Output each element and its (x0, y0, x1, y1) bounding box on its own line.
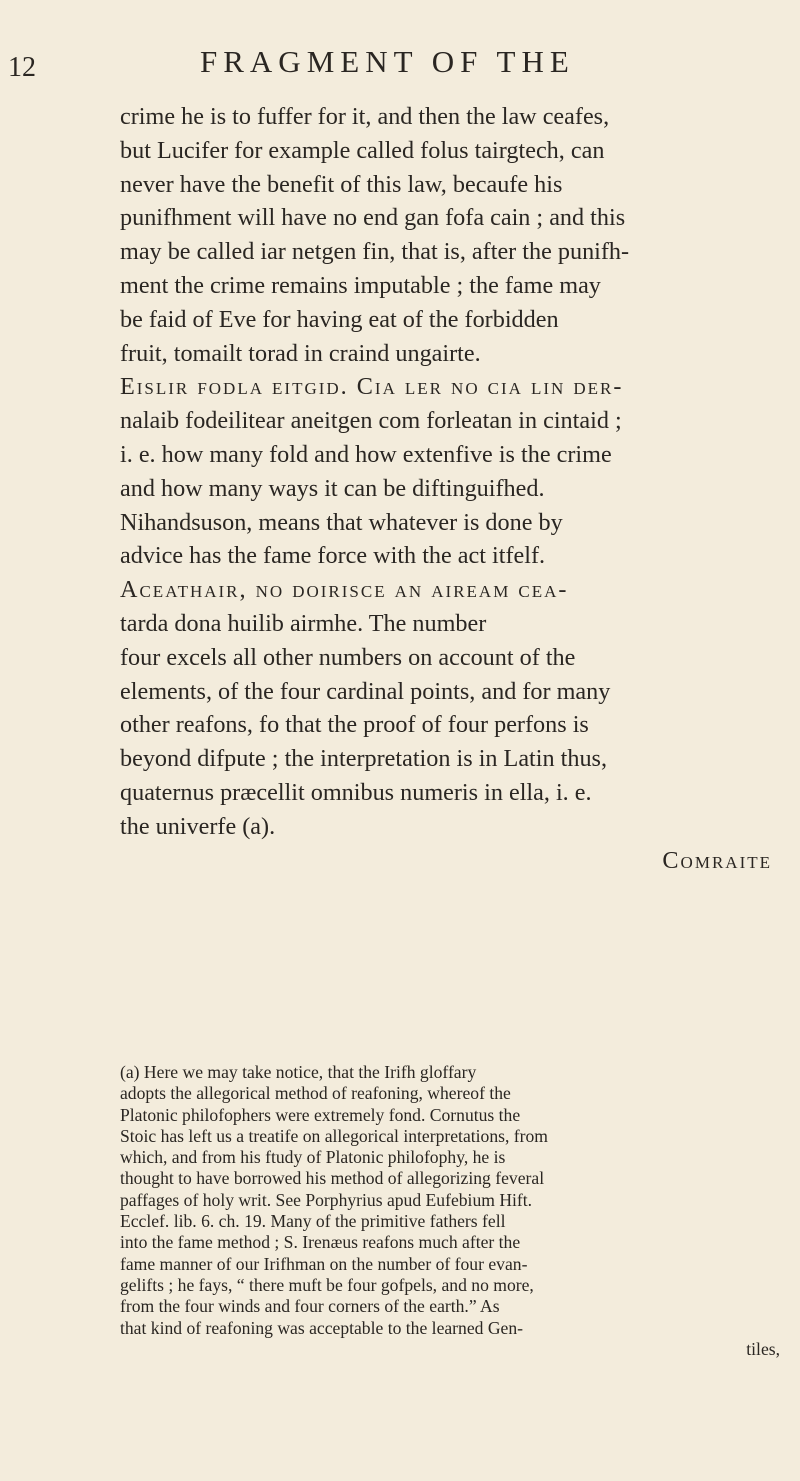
footnote-line: into the fame method ; S. Irenæus reafons much after the (120, 1232, 521, 1253)
text-line: punifhment will have no end gan fofa cain ; and this (120, 204, 626, 232)
footnote-line: (a) Here we may take notice, that the Irifh gloffary (120, 1062, 477, 1082)
main-text (120, 100, 780, 877)
catchword: Comraite (662, 846, 772, 874)
running-head: FRAGMENT OF THE (200, 44, 575, 79)
footnote-line: paffages of holy writ. See Porphyrius apud Eufebium Hift. (120, 1189, 533, 1210)
text-line: ment the crime remains imputable ; the fame may (120, 271, 601, 299)
footnote-line: that kind of reafoning was acceptable to the learned Gen- (120, 1317, 524, 1338)
text-line: never have the benefit of this law, becaufe his (120, 170, 563, 198)
text-line: advice has the fame force with the act itfelf. (120, 542, 546, 570)
footnote-line: which, and from his ftudy of Platonic philofophy, he is (120, 1147, 506, 1168)
footnote-line: fame manner of our Irifhman on the number of four evan- (120, 1253, 528, 1274)
text-line: other reafons, fo that the proof of four perfons is (120, 711, 589, 739)
text-line: fruit, tomailt torad in craind ungairte. (120, 339, 481, 367)
footnote-line: adopts the allegorical method of reafoning, whereof the (120, 1083, 511, 1104)
text-line: four excels all other numbers on account of the (120, 643, 576, 671)
text-line: quaternus præcellit omnibus numeris in ella, i. e. (120, 778, 592, 806)
footnote-line: gelifts ; he fays, “ there muft be four gofpels, and no more, (120, 1274, 534, 1295)
text-line: crime he is to fuffer for it, and then the law ceafes, (120, 103, 610, 130)
text-line: nalaib fodeilitear aneitgen com forleatan in cintaid ; (120, 407, 622, 435)
footnote (120, 1062, 780, 1360)
text-line: Eislir fodla eitgid. Cia ler no cia lin der- (120, 373, 624, 401)
text-line: may be called iar netgen fin, that is, after the punifh- (120, 238, 630, 266)
text-line: beyond difpute ; the interpretation is in Latin thus, (120, 745, 608, 773)
text-line: tarda dona huilib airmhe. The number (120, 609, 487, 637)
footnote-line: tiles, (746, 1338, 780, 1359)
text-line: Nihandsuson, means that whatever is done by (120, 508, 563, 536)
text-line: Aceathair, no doirisce an aiream cea- (120, 576, 569, 604)
footnote-line: Ecclef. lib. 6. ch. 19. Many of the primitive fathers fell (120, 1211, 506, 1232)
footnote-line: Stoic has left us a treatife on allegorical interpretations, from (120, 1125, 548, 1146)
text-line: be faid of Eve for having eat of the forbidden (120, 305, 559, 333)
page-number: 12 (8, 52, 36, 83)
text-line: the univerfe (a). (120, 812, 276, 840)
footnote-line: Platonic philofophers were extremely fond. Cornutus the (120, 1104, 521, 1125)
footnote-line: from the four winds and four corners of the earth.” As (120, 1296, 500, 1317)
text-line: elements, of the four cardinal points, and for many (120, 677, 611, 705)
footnote-line: thought to have borrowed his method of allegorizing feveral (120, 1168, 545, 1189)
text-line: i. e. how many fold and how extenfive is the crime (120, 440, 612, 468)
text-line: and how many ways it can be diftinguifhed. (120, 474, 545, 502)
text-line: but Lucifer for example called folus tairgtech, can (120, 136, 605, 164)
